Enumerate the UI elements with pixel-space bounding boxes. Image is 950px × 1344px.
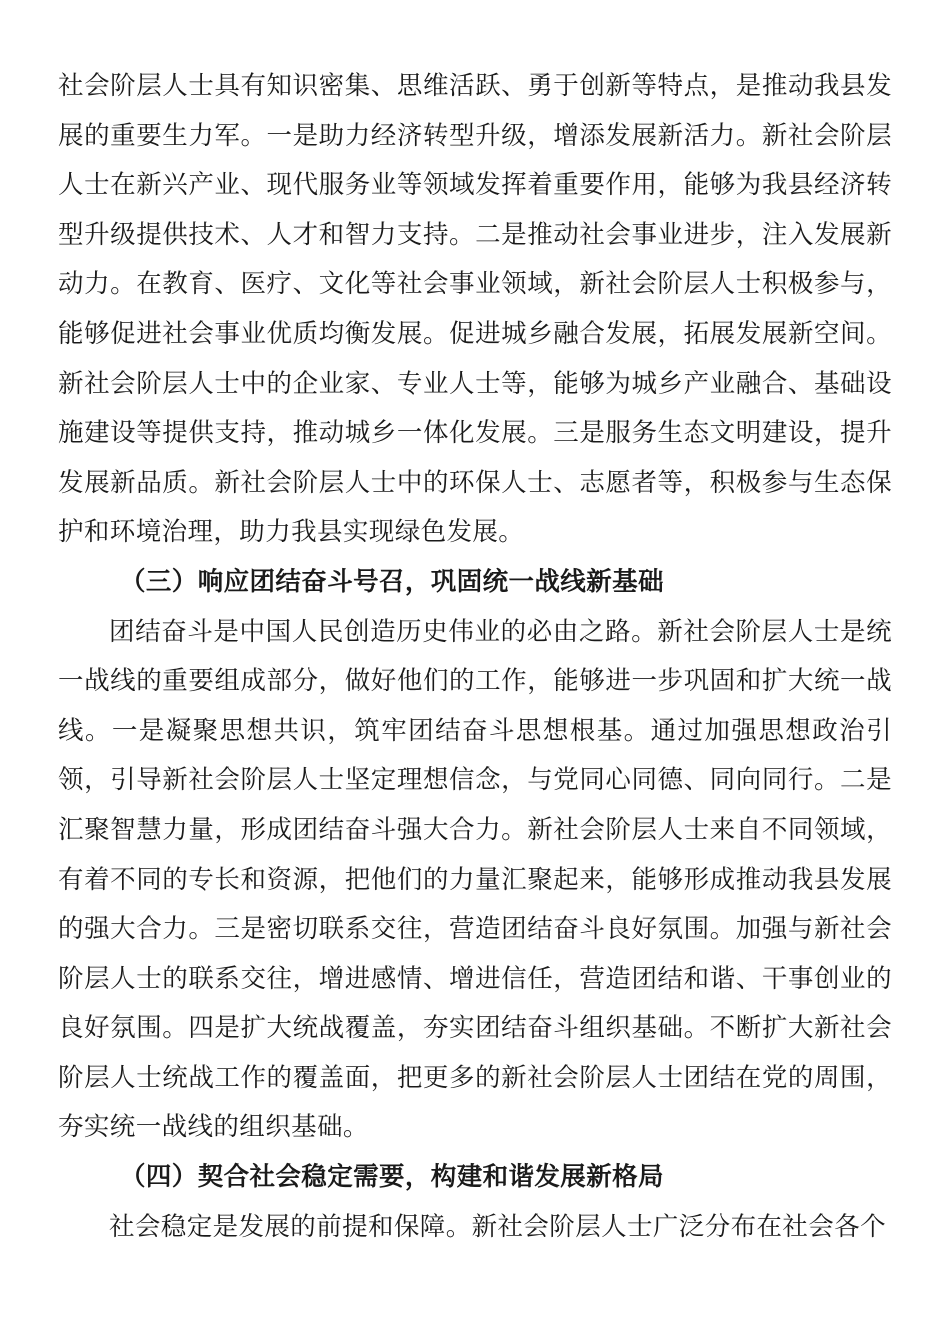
document-page bbox=[58, 62, 892, 1252]
body-paragraph: 社会稳定是发展的前提和保障。新社会阶层人士广泛分布在社会各个 bbox=[109, 1211, 887, 1242]
body-paragraph: 社会阶层人士具有知识密集、思维活跃、勇于创新等特点，是推动我县发展的重要生力军。一是助力经济转型升级，增添发展新活力。新社会阶层人士在新兴产业、现代服务业等领域发挥着重要作用，能够为我县经济转型升级提供技术、人才和智力支持。二是推动社会事业进步，注入发展新动力。在教育、医疗、文化等社会事业领域，新社会阶层人士积极参与，能够促进社会事业优质均衡发展。促进城乡融合发展，拓展发展新空间。新社会阶层人士中的企业家、专业人士等，能够为城乡产业融合、基础设施建设等提供支持，推动城乡一体化发展。三是服务生态文明建设，提升发展新品质。新社会阶层人士中的环保人士、志愿者等，积极参与生态保护和环境治理，助力我县实现绿色发展。 bbox=[58, 71, 892, 548]
section-heading: （四）契合社会稳定需要，构建和谐发展新格局 bbox=[120, 1162, 664, 1193]
section-heading: （三）响应团结奋斗号召，巩固统一战线新基础 bbox=[120, 566, 664, 597]
body-paragraph: 团结奋斗是中国人民创造历史伟业的必由之路。新社会阶层人士是统一战线的重要组成部分，做好他们的工作，能够进一步巩固和扩大统一战线。一是凝聚思想共识，筑牢团结奋斗思想根基。通过加强思想政治引领，引导新社会阶层人士坚定理想信念，与党同心同德、同向同行。二是汇聚智慧力量，形成团结奋斗强大合力。新社会阶层人士来自不同领域，有着不同的专长和资源，把他们的力量汇聚起来，能够形成推动我县发展的强大合力。三是密切联系交往，营造团结奋斗良好氛围。加强与新社会阶层人士的联系交往，增进感情、增进信任，营造团结和谐、干事创业的良好氛围。四是扩大统战覆盖，夯实团结奋斗组织基础。不断扩大新社会阶层人士统战工作的覆盖面，把更多的新社会阶层人士团结在党的周围，夯实统一战线的组织基础。 bbox=[58, 616, 892, 1143]
